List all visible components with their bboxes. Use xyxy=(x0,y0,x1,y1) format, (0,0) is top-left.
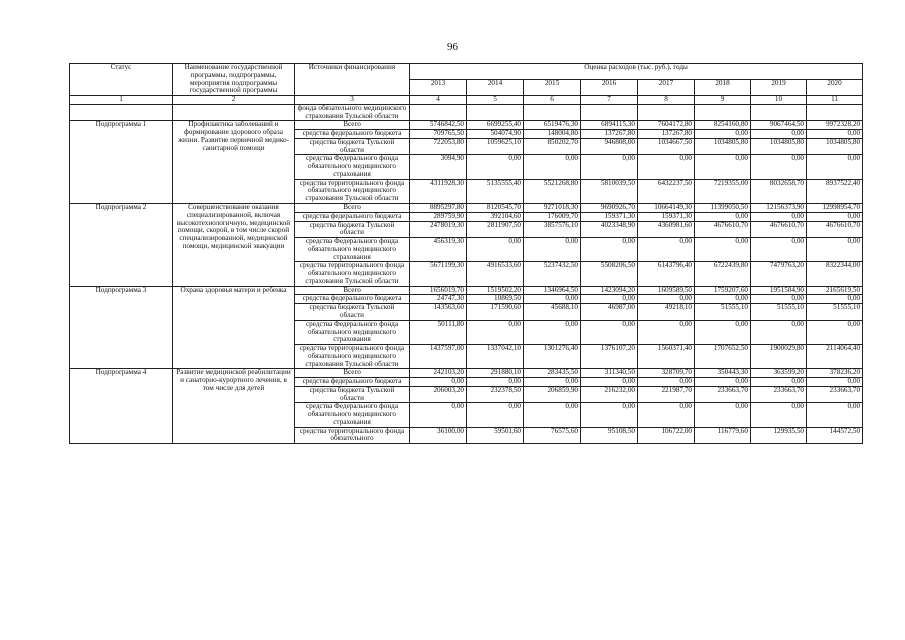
funding-source: средства бюджета Тульской области xyxy=(295,138,410,155)
funding-source: Всего xyxy=(295,369,410,378)
expense-value: 45688,10 xyxy=(524,304,581,321)
expense-value: 5746842,50 xyxy=(410,121,467,130)
expense-value: 0,00 xyxy=(751,403,807,427)
expense-value: 8032658,70 xyxy=(751,179,807,203)
expense-value: 0,00 xyxy=(581,378,638,387)
funding-source: Всего xyxy=(295,286,410,295)
expense-value: 6519476,30 xyxy=(524,121,581,130)
expense-value: 7479763,20 xyxy=(751,262,807,286)
expense-value: 171590,60 xyxy=(467,304,524,321)
expense-value: 1609589,50 xyxy=(638,286,695,295)
funding-source: средства федерального бюджета xyxy=(295,295,410,304)
expense-value: 8895297,80 xyxy=(410,204,467,213)
expense-value: 36100,00 xyxy=(410,427,467,444)
expense-value: 1301276,40 xyxy=(524,345,581,369)
expense-value: 0,00 xyxy=(467,378,524,387)
expense-value: 0,00 xyxy=(581,155,638,179)
funding-source: средства Федерального фонда обязательного медицинского страхования xyxy=(295,155,410,179)
expense-value: 0,00 xyxy=(467,155,524,179)
expense-value: 12998954,70 xyxy=(807,204,863,213)
header-year: 2018 xyxy=(695,80,751,96)
expense-value: 7219355,00 xyxy=(695,179,751,203)
expense-value: 0,00 xyxy=(751,295,807,304)
expense-value: 24747,30 xyxy=(410,295,467,304)
column-number: 2 xyxy=(173,96,295,105)
funding-source: Всего xyxy=(295,121,410,130)
expense-value: 0,00 xyxy=(638,378,695,387)
expense-value: 95108,50 xyxy=(581,427,638,444)
expense-value: 363599,20 xyxy=(751,369,807,378)
expense-value: 0,00 xyxy=(807,295,863,304)
expense-value: 504074,90 xyxy=(467,130,524,139)
table-body xyxy=(70,104,863,443)
expense-value: 1034805,80 xyxy=(751,138,807,155)
expense-value: 6143796,40 xyxy=(638,262,695,286)
expense-value: 5671199,30 xyxy=(410,262,467,286)
carry-over-row xyxy=(70,104,863,121)
expense-value: 0,00 xyxy=(581,320,638,344)
expense-value: 206859,90 xyxy=(524,386,581,403)
expense-value: 148004,80 xyxy=(524,130,581,139)
expense-value: 11399050,50 xyxy=(695,204,751,213)
expense-value: 242103,20 xyxy=(410,369,467,378)
expense-value: 0,00 xyxy=(638,238,695,262)
expense-value: 233663,70 xyxy=(807,386,863,403)
expense-value: 5810039,50 xyxy=(581,179,638,203)
expense-value: 1376107,20 xyxy=(581,345,638,369)
funding-source: средства бюджета Тульской области xyxy=(295,386,410,403)
column-number: 7 xyxy=(581,96,638,105)
expense-value: 946808,00 xyxy=(581,138,638,155)
expense-value: 49218,10 xyxy=(638,304,695,321)
expense-value: 0,00 xyxy=(807,130,863,139)
expense-value: 5521268,80 xyxy=(524,179,581,203)
expense-value: 328709,70 xyxy=(638,369,695,378)
expense-value: 4916533,60 xyxy=(467,262,524,286)
expense-value: 8120545,70 xyxy=(467,204,524,213)
expense-value: 0,00 xyxy=(524,403,581,427)
column-number: 1 xyxy=(70,96,173,105)
expense-value: 0,00 xyxy=(524,378,581,387)
expense-value: 76575,60 xyxy=(524,427,581,444)
expense-value: 137267,80 xyxy=(638,130,695,139)
expense-value: 1656019,70 xyxy=(410,286,467,295)
expense-value: 0,00 xyxy=(751,378,807,387)
funding-source: средства федерального бюджета xyxy=(295,130,410,139)
column-number: 3 xyxy=(295,96,410,105)
expense-value: 6432237,50 xyxy=(638,179,695,203)
column-number: 5 xyxy=(467,96,524,105)
subprogram-status: Подпрограмма 4 xyxy=(70,369,173,444)
header-program: Наименование государственной программы, подпрограммы, мероприятия подпрограммы государственной программы xyxy=(173,64,295,96)
expense-value: 5508206,50 xyxy=(581,262,638,286)
expense-value: 1034805,80 xyxy=(695,138,751,155)
page-number: 96 xyxy=(447,41,458,53)
expense-value: 51555,10 xyxy=(751,304,807,321)
expense-value: 10869,50 xyxy=(467,295,524,304)
expense-value: 0,00 xyxy=(807,212,863,221)
table-header xyxy=(70,64,863,105)
header-year: 2014 xyxy=(467,80,524,96)
header-year: 2019 xyxy=(751,80,807,96)
expense-value: 1059625,10 xyxy=(467,138,524,155)
funding-source: средства Федерального фонда обязательного медицинского страхования xyxy=(295,320,410,344)
expense-value: 0,00 xyxy=(410,378,467,387)
expense-value: 216232,00 xyxy=(581,386,638,403)
expense-value: 0,00 xyxy=(524,320,581,344)
budget-table xyxy=(69,63,863,444)
expense-value: 0,00 xyxy=(751,238,807,262)
funding-source: средства бюджета Тульской области xyxy=(295,304,410,321)
funding-source: средства территориального фонда обязательного медицинского страхования Тульской области xyxy=(295,262,410,286)
expense-value: 2478019,30 xyxy=(410,221,467,238)
subprogram-name: Развитие медицинской реабилитации и санаторно-курортного лечения, в том числе для детей xyxy=(173,369,295,444)
expense-value: 392104,60 xyxy=(467,212,524,221)
expense-value: 0,00 xyxy=(638,320,695,344)
expense-value: 0,00 xyxy=(695,155,751,179)
header-year: 2013 xyxy=(410,80,467,96)
expense-value: 456319,30 xyxy=(410,238,467,262)
column-numbers-row xyxy=(70,96,863,105)
expense-value: 221987,70 xyxy=(638,386,695,403)
expense-value: 1346964,50 xyxy=(524,286,581,295)
expense-value: 311340,50 xyxy=(581,369,638,378)
expense-value: 5135555,40 xyxy=(467,179,524,203)
expense-value: 206003,20 xyxy=(410,386,467,403)
expense-value: 6722439,80 xyxy=(695,262,751,286)
expense-value: 59501,60 xyxy=(467,427,524,444)
column-number: 10 xyxy=(751,96,807,105)
expense-value: 6894115,30 xyxy=(581,121,638,130)
expense-value: 4360981,60 xyxy=(638,221,695,238)
expense-value: 116779,60 xyxy=(695,427,751,444)
expense-value: 722053,80 xyxy=(410,138,467,155)
funding-source: средства территориального фонда обязательного медицинского страхования Тульской области xyxy=(295,179,410,203)
expense-value: 159371,30 xyxy=(581,212,638,221)
header-year: 2017 xyxy=(638,80,695,96)
subprogram-status: Подпрограмма 1 xyxy=(70,121,173,204)
table-row xyxy=(70,204,863,213)
expense-value: 46987,00 xyxy=(581,304,638,321)
expense-value: 1034805,80 xyxy=(807,138,863,155)
expense-value: 1900029,80 xyxy=(751,345,807,369)
column-number: 6 xyxy=(524,96,581,105)
expense-value: 3857576,10 xyxy=(524,221,581,238)
expense-value: 0,00 xyxy=(524,238,581,262)
header-expenses: Оценка расходов (тыс. руб.), годы xyxy=(410,64,863,80)
expense-value: 8937522,40 xyxy=(807,179,863,203)
expense-value: 51555,10 xyxy=(807,304,863,321)
expense-value: 0,00 xyxy=(695,130,751,139)
expense-value: 9271018,30 xyxy=(524,204,581,213)
header-year: 2015 xyxy=(524,80,581,96)
expense-value: 350443,30 xyxy=(695,369,751,378)
expense-value: 0,00 xyxy=(638,403,695,427)
expense-value: 9690926,70 xyxy=(581,204,638,213)
funding-source: средства территориального фонда обязательного xyxy=(295,427,410,444)
expense-value: 0,00 xyxy=(410,403,467,427)
expense-value: 0,00 xyxy=(751,155,807,179)
expense-value: 0,00 xyxy=(807,403,863,427)
expense-value: 4676610,70 xyxy=(751,221,807,238)
expense-value: 378236,20 xyxy=(807,369,863,378)
expense-value: 0,00 xyxy=(524,155,581,179)
expense-value: 3094,90 xyxy=(410,155,467,179)
expense-value: 2114064,40 xyxy=(807,345,863,369)
expense-value: 0,00 xyxy=(695,378,751,387)
expense-value: 0,00 xyxy=(581,295,638,304)
expense-value: 0,00 xyxy=(695,295,751,304)
expense-value: 0,00 xyxy=(524,295,581,304)
expense-value: 4311928,30 xyxy=(410,179,467,203)
expense-value: 9972328,20 xyxy=(807,121,863,130)
subprogram-name: Профилактика заболеваний и формирование здорового образа жизни. Развитие первичной медико-санитарной помощи xyxy=(173,121,295,204)
expense-value: 137267,80 xyxy=(581,130,638,139)
expense-value: 50111,80 xyxy=(410,320,467,344)
expense-value: 8322344,00 xyxy=(807,262,863,286)
expense-value: 0,00 xyxy=(467,403,524,427)
funding-source: Всего xyxy=(295,204,410,213)
expense-value: 1560371,40 xyxy=(638,345,695,369)
expense-value: 2811907,50 xyxy=(467,221,524,238)
subprogram-status: Подпрограмма 2 xyxy=(70,204,173,287)
expense-value: 9067464,50 xyxy=(751,121,807,130)
funding-source: средства федерального бюджета xyxy=(295,212,410,221)
expense-value: 291880,10 xyxy=(467,369,524,378)
expense-value: 709765,50 xyxy=(410,130,467,139)
expense-value: 1437597,00 xyxy=(410,345,467,369)
expense-value: 1951584,90 xyxy=(751,286,807,295)
expense-value: 10664149,30 xyxy=(638,204,695,213)
expense-value: 0,00 xyxy=(638,295,695,304)
expense-value: 0,00 xyxy=(581,403,638,427)
expense-value: 8254160,80 xyxy=(695,121,751,130)
expense-value: 283435,50 xyxy=(524,369,581,378)
header-sources: Источники финансирования xyxy=(295,64,410,96)
expense-value: 0,00 xyxy=(807,238,863,262)
subprogram-name: Совершенствование оказания специализированной, включая высокотехнологичную, медицинской помощи, скорой, в том числе скорой специализированной, медицинской помощи, медицинской эвакуации xyxy=(173,204,295,287)
funding-source: средства Федерального фонда обязательного медицинского страхования xyxy=(295,403,410,427)
expense-value: 0,00 xyxy=(751,130,807,139)
expense-value: 0,00 xyxy=(751,320,807,344)
expense-value: 1423094,20 xyxy=(581,286,638,295)
expense-value: 12156373,90 xyxy=(751,204,807,213)
subprogram-status: Подпрограмма 3 xyxy=(70,286,173,369)
expense-value: 1759207,60 xyxy=(695,286,751,295)
expense-value: 159371,30 xyxy=(638,212,695,221)
expense-value: 0,00 xyxy=(638,155,695,179)
expense-value: 0,00 xyxy=(467,320,524,344)
expense-value: 0,00 xyxy=(695,320,751,344)
expense-value: 129935,50 xyxy=(751,427,807,444)
expense-value: 5237432,50 xyxy=(524,262,581,286)
expense-value: 850202,70 xyxy=(524,138,581,155)
expense-value: 176009,70 xyxy=(524,212,581,221)
expense-value: 1337042,10 xyxy=(467,345,524,369)
expense-value: 0,00 xyxy=(807,378,863,387)
funding-source: средства Федерального фонда обязательного медицинского страхования xyxy=(295,238,410,262)
expense-value: 0,00 xyxy=(467,238,524,262)
header-year: 2020 xyxy=(807,80,863,96)
expense-value: 1034667,50 xyxy=(638,138,695,155)
expense-value: 0,00 xyxy=(807,155,863,179)
expense-value: 4676610,70 xyxy=(695,221,751,238)
carry-over-source: фонда обязательного медицинского страхования Тульской области xyxy=(295,104,410,121)
expense-value: 0,00 xyxy=(581,238,638,262)
header-status: Статус xyxy=(70,64,173,96)
expense-value: 0,00 xyxy=(695,238,751,262)
expense-value: 6699255,40 xyxy=(467,121,524,130)
header-year: 2016 xyxy=(581,80,638,96)
expense-value: 106722,00 xyxy=(638,427,695,444)
expense-value: 144572,50 xyxy=(807,427,863,444)
expense-value: 289759,90 xyxy=(410,212,467,221)
expense-value: 233663,70 xyxy=(695,386,751,403)
funding-source: средства бюджета Тульской области xyxy=(295,221,410,238)
expense-value: 0,00 xyxy=(695,403,751,427)
expense-value: 233663,70 xyxy=(751,386,807,403)
expense-value: 232378,50 xyxy=(467,386,524,403)
column-number: 11 xyxy=(807,96,863,105)
expense-value: 4023348,90 xyxy=(581,221,638,238)
expense-value: 51555,10 xyxy=(695,304,751,321)
subprogram-name: Охрана здоровья матери и ребенка xyxy=(173,286,295,369)
expense-value: 1707652,50 xyxy=(695,345,751,369)
expense-value: 143563,60 xyxy=(410,304,467,321)
expense-value: 0,00 xyxy=(751,212,807,221)
expense-value: 0,00 xyxy=(807,320,863,344)
expense-value: 4676610,70 xyxy=(807,221,863,238)
funding-source: средства территориального фонда обязательного медицинского страхования Тульской области xyxy=(295,345,410,369)
funding-source: средства федерального бюджета xyxy=(295,378,410,387)
expense-value: 2165619,50 xyxy=(807,286,863,295)
expense-value: 7604172,80 xyxy=(638,121,695,130)
column-number: 9 xyxy=(695,96,751,105)
column-number: 4 xyxy=(410,96,467,105)
expense-value: 0,00 xyxy=(695,212,751,221)
column-number: 8 xyxy=(638,96,695,105)
expense-value: 1519502,20 xyxy=(467,286,524,295)
